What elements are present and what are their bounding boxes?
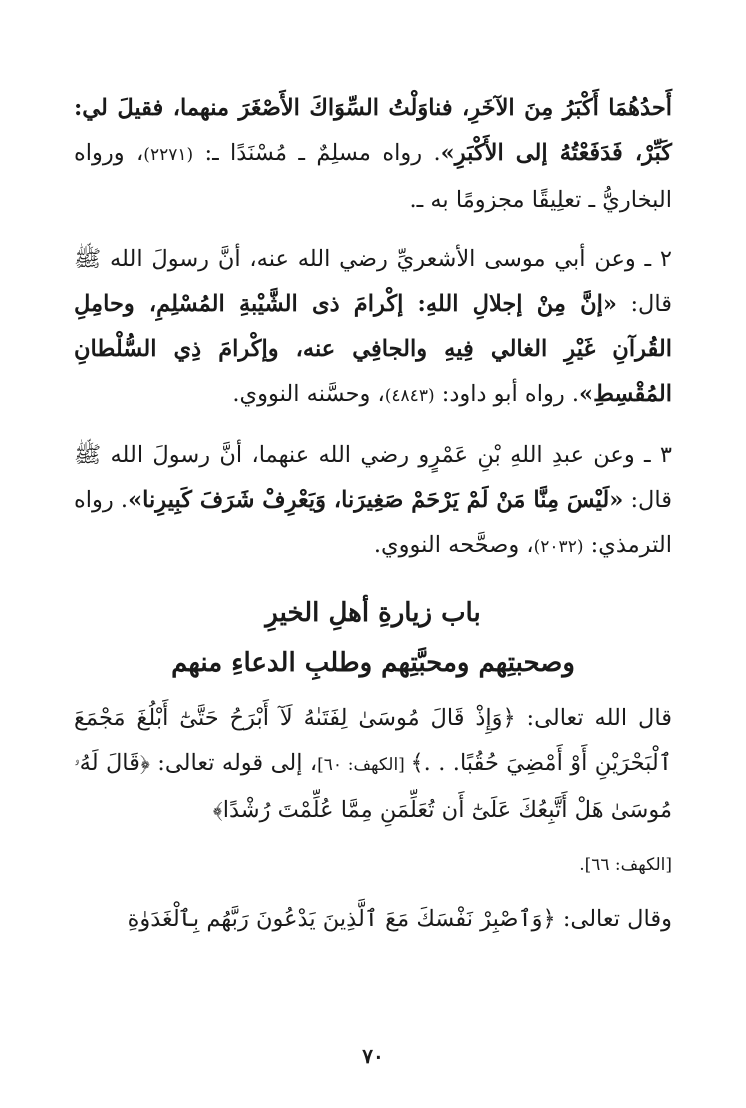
- hadith-2-source: . رواه أبو داود:: [434, 381, 579, 407]
- verse-1-text: ﴿وَإِذْ قَالَ مُوسَىٰ لِفَتَىٰهُ لَآ أَبْرَحُ حَتَّىٰٓ أَبْلُغَ مَجْمَعَ ٱلْبَحْرَيْنِ أَوْ أَمْضِيَ حُقُبًا. . .﴾: [74, 705, 672, 776]
- verse-2-ref: [الكهف: ٦٦]: [584, 855, 672, 875]
- verse-2-text: ﴿قَالَ لَهُۥ مُوسَىٰ هَلْ أَتَّبِعُكَ عَلَىٰٓ أَن تُعَلِّمَنِ مِمَّا عُلِّمْتَ رُشْدًا﴾: [74, 750, 672, 823]
- verse-1-ref: [الكهف: ٦٠]: [317, 755, 411, 775]
- verse-1-continuation: ، إلى قوله تعالى:: [149, 750, 318, 776]
- hadith-1-bukhari: ، ورواه البخاريُّ ـ تعلِيقًا مجزومًا به ـ.: [74, 140, 672, 213]
- chapter-heading: [74, 588, 672, 688]
- verse-3-text: ﴿وَٱصْبِرْ نَفْسَكَ مَعَ ٱلَّذِينَ يَدْعُونَ رَبَّهُم بِٱلْغَدَوٰةِ: [127, 906, 556, 932]
- hadith-1-source: . رواه مسلِمٌ ـ مُسْنَدًا ـ:: [193, 140, 441, 166]
- hadith-1-text: أَحدُهُمَا أَكْبَرُ مِنَ الآخَرِ، فناوَلْتُ السِّوَاكَ الأَصْغَرَ منهما، فقيلَ لي: كَبِّرْ، فَدَفَعْتُهُ إلى الأَكْبَرِ»: [74, 95, 672, 166]
- quran-verse-3: [74, 897, 672, 942]
- page-body: [74, 86, 672, 1068]
- hadith-3-intro: ٣ ـ وعن عبدِ اللهِ بْنِ عَمْرٍو رضي الله عنهما، أنَّ رسولَ الله ﷺ قال:: [74, 442, 672, 513]
- hadith-3-grading: ، وصحَّحه النووي.: [373, 532, 534, 558]
- verse-2-ref-line: [74, 847, 672, 883]
- quran-verse-1: [74, 696, 672, 833]
- hadith-2: [74, 237, 672, 419]
- verse-2-ref-end: .: [579, 855, 585, 875]
- hadith-3: [74, 433, 672, 570]
- hadith-1-muslim-ref: (٢٢٧١): [143, 145, 194, 165]
- hadith-3-text: «لَيْسَ مِنَّا مَنْ لَمْ يَرْحَمْ صَغِيرَنا، وَيَعْرِفْ شَرَفَ كَبِيرِنا»: [128, 487, 624, 513]
- hadith-2-ref: (٤٨٤٣): [384, 386, 435, 406]
- hadith-3-source: . رواه الترمذي:: [74, 487, 672, 558]
- hadith-1-continuation: [74, 86, 672, 223]
- page-number: ٧٠: [362, 1044, 384, 1068]
- chapter-title-line-2: وصحبتِهم ومحبَّتِهم وطلبِ الدعاءِ منهم: [171, 648, 575, 678]
- verse-3-intro: وقال تعالى:: [555, 906, 672, 932]
- hadith-2-intro: ٢ ـ وعن أبي موسى الأشعريِّ رضي الله عنه، أنَّ رسولَ الله ﷺ قال:: [74, 246, 672, 317]
- verse-1-intro: قال الله تعالى:: [515, 705, 672, 731]
- hadith-3-ref: (٢٠٣٢): [533, 537, 584, 557]
- chapter-title-line-1: باب زيارةِ أهلِ الخيرِ: [265, 598, 481, 628]
- hadith-2-text: «إنَّ مِنْ إجلالِ اللهِ: إكْرامَ ذى الشَّيْبةِ المُسْلِمِ، وحامِلِ القُرآنِ غَيْرِ الغالي فِيهِ والجافِي عنه، وإكْرامَ ذِي السُّلْطانِ المُقْسِطِ»: [74, 291, 672, 407]
- hadith-2-grading: ، وحسَّنه النووي.: [232, 381, 385, 407]
